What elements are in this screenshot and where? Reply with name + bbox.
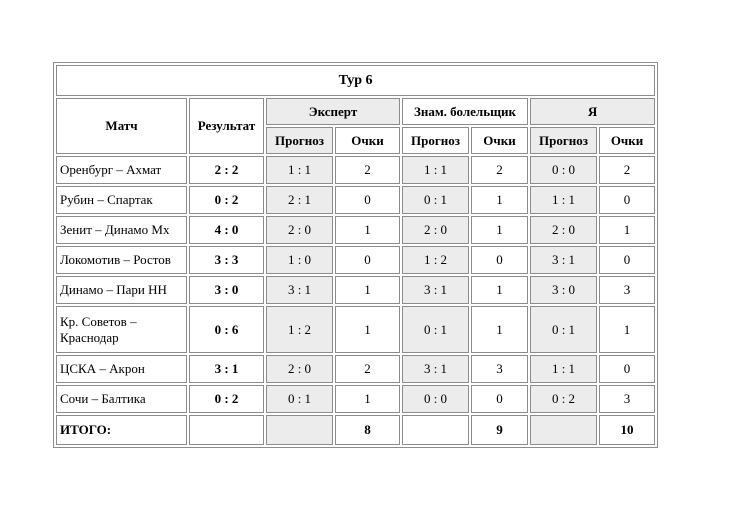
cell-me-forecast: 0 : 1	[530, 306, 597, 353]
header-fan-forecast: Прогноз	[402, 127, 469, 154]
cell-me-points: 0	[599, 355, 655, 383]
cell-me-points: 2	[599, 156, 655, 184]
cell-result: 0 : 6	[189, 306, 264, 353]
cell-fan-points: 3	[471, 355, 528, 383]
cell-expert-points: 1	[335, 306, 400, 353]
header-group-me: Я	[530, 98, 655, 125]
cell-fan-forecast: 3 : 1	[402, 355, 469, 383]
header-result: Результат	[189, 98, 264, 154]
cell-result: 3 : 3	[189, 246, 264, 274]
cell-expert-forecast: 2 : 0	[266, 355, 333, 383]
cell-expert-forecast: 1 : 2	[266, 306, 333, 353]
header-match: Матч	[56, 98, 187, 154]
totals-me-forecast-empty	[530, 415, 597, 445]
cell-expert-points: 1	[335, 385, 400, 413]
cell-fan-points: 1	[471, 276, 528, 304]
header-fan-points: Очки	[471, 127, 528, 154]
cell-expert-forecast: 3 : 1	[266, 276, 333, 304]
totals-expert-forecast-empty	[266, 415, 333, 445]
cell-result: 3 : 0	[189, 276, 264, 304]
cell-fan-forecast: 2 : 0	[402, 216, 469, 244]
cell-result: 3 : 1	[189, 355, 264, 383]
cell-match: Кр. Советов – Краснодар	[56, 306, 187, 353]
cell-expert-forecast: 2 : 1	[266, 186, 333, 214]
results-table-body	[56, 65, 655, 445]
cell-me-points: 3	[599, 385, 655, 413]
cell-me-points: 1	[599, 216, 655, 244]
cell-fan-forecast: 1 : 1	[402, 156, 469, 184]
totals-expert-points: 8	[335, 415, 400, 445]
table-row	[56, 186, 655, 214]
cell-expert-points: 1	[335, 276, 400, 304]
header-me-forecast: Прогноз	[530, 127, 597, 154]
totals-me-points: 10	[599, 415, 655, 445]
cell-me-forecast: 1 : 1	[530, 355, 597, 383]
header-me-points: Очки	[599, 127, 655, 154]
cell-fan-points: 1	[471, 186, 528, 214]
cell-fan-points: 0	[471, 246, 528, 274]
cell-match: Рубин – Спартак	[56, 186, 187, 214]
group-header-row	[56, 98, 655, 125]
cell-me-points: 3	[599, 276, 655, 304]
cell-me-points: 0	[599, 246, 655, 274]
header-expert-forecast: Прогноз	[266, 127, 333, 154]
cell-match: Сочи – Балтика	[56, 385, 187, 413]
cell-result: 4 : 0	[189, 216, 264, 244]
cell-fan-points: 2	[471, 156, 528, 184]
totals-row	[56, 415, 655, 445]
cell-fan-points: 0	[471, 385, 528, 413]
cell-expert-forecast: 0 : 1	[266, 385, 333, 413]
cell-match: Зенит – Динамо Мх	[56, 216, 187, 244]
cell-match: ЦСКА – Акрон	[56, 355, 187, 383]
totals-fan-points: 9	[471, 415, 528, 445]
table-row	[56, 385, 655, 413]
cell-expert-forecast: 1 : 0	[266, 246, 333, 274]
table-row	[56, 246, 655, 274]
cell-fan-points: 1	[471, 216, 528, 244]
header-expert-points: Очки	[335, 127, 400, 154]
cell-me-forecast: 0 : 0	[530, 156, 597, 184]
cell-fan-forecast: 1 : 2	[402, 246, 469, 274]
cell-expert-points: 0	[335, 246, 400, 274]
cell-me-forecast: 2 : 0	[530, 216, 597, 244]
cell-expert-forecast: 2 : 0	[266, 216, 333, 244]
totals-label: ИТОГО:	[56, 415, 187, 445]
cell-expert-forecast: 1 : 1	[266, 156, 333, 184]
table-title: Тур 6	[56, 65, 655, 96]
title-row	[56, 65, 655, 96]
cell-me-forecast: 3 : 0	[530, 276, 597, 304]
totals-result-empty	[189, 415, 264, 445]
cell-result: 2 : 2	[189, 156, 264, 184]
cell-expert-points: 2	[335, 156, 400, 184]
cell-expert-points: 2	[335, 355, 400, 383]
cell-fan-forecast: 0 : 1	[402, 186, 469, 214]
table-row	[56, 276, 655, 304]
header-group-expert: Эксперт	[266, 98, 400, 125]
cell-fan-forecast: 0 : 0	[402, 385, 469, 413]
cell-me-points: 1	[599, 306, 655, 353]
table-row	[56, 306, 655, 353]
cell-match: Оренбург – Ахмат	[56, 156, 187, 184]
cell-expert-points: 0	[335, 186, 400, 214]
cell-match: Динамо – Пари НН	[56, 276, 187, 304]
table-row	[56, 156, 655, 184]
cell-match: Локомотив – Ростов	[56, 246, 187, 274]
cell-fan-forecast: 0 : 1	[402, 306, 469, 353]
totals-fan-forecast-empty	[402, 415, 469, 445]
cell-me-forecast: 0 : 2	[530, 385, 597, 413]
cell-me-forecast: 3 : 1	[530, 246, 597, 274]
results-sheet	[53, 62, 652, 448]
header-group-fan: Знам. болельщик	[402, 98, 528, 125]
cell-me-points: 0	[599, 186, 655, 214]
results-table	[53, 62, 658, 448]
cell-me-forecast: 1 : 1	[530, 186, 597, 214]
table-row	[56, 355, 655, 383]
cell-result: 0 : 2	[189, 385, 264, 413]
cell-fan-forecast: 3 : 1	[402, 276, 469, 304]
cell-fan-points: 1	[471, 306, 528, 353]
table-row	[56, 216, 655, 244]
cell-expert-points: 1	[335, 216, 400, 244]
cell-result: 0 : 2	[189, 186, 264, 214]
